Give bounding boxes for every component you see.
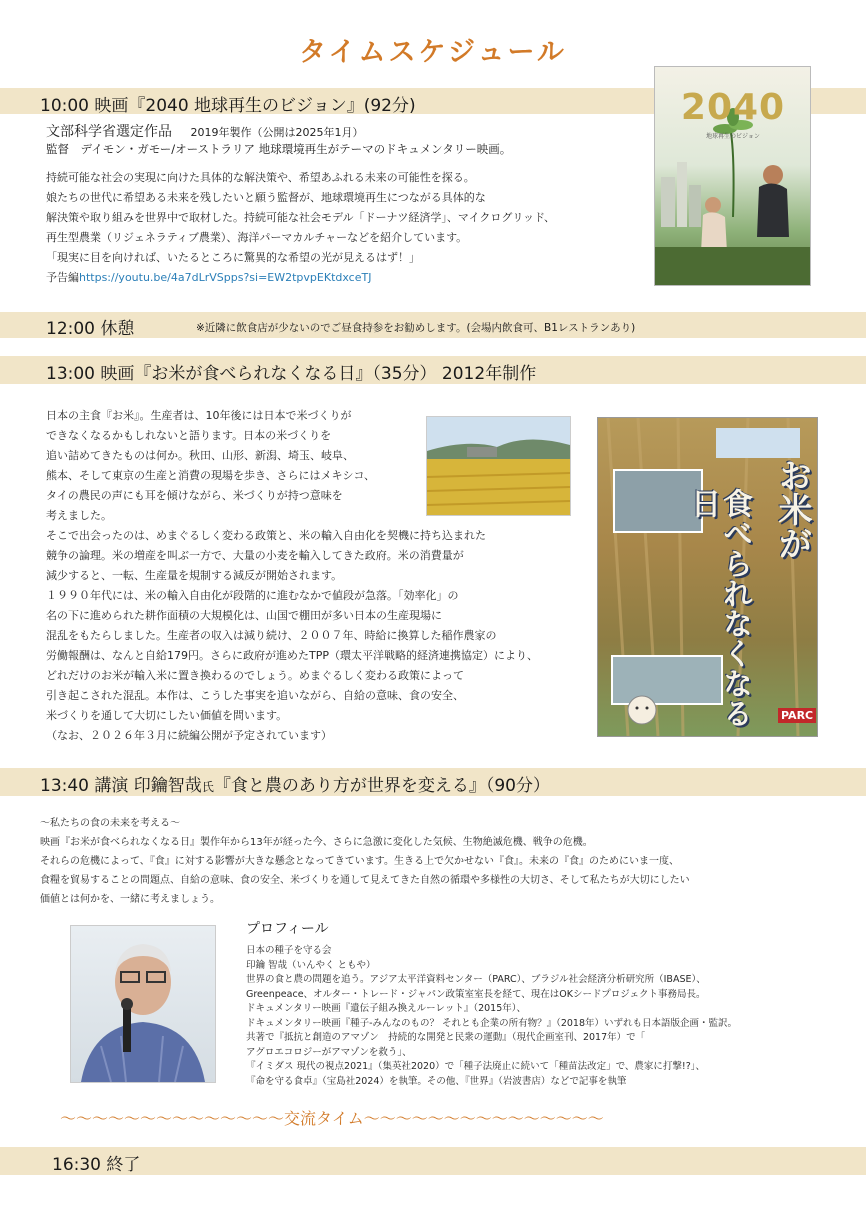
desc-line: 価値とは何かを、一緒に考えましょう。	[40, 894, 220, 905]
end-time: 16:30 終了	[52, 1155, 141, 1175]
desc-line: 考えました。	[46, 509, 112, 522]
section1-selected-work	[46, 121, 363, 141]
desc-line: そこで出会ったのは、めまぐるしく変わる政策と、米の輸入自由化を契機に持ち込まれた	[46, 529, 486, 542]
lecture-speaker: 13:40 講演 印鑰智哉	[40, 776, 202, 796]
profile-line: 『命を守る食卓』（宝島社2024）を執筆。その他、『世界』（岩波書店）などで記事を執筆	[246, 1075, 627, 1087]
desc-line: 減少すると、一転、生産量を規制する減反が開始されます。	[46, 569, 343, 582]
desc-line: ～私たちの食の未来を考える～	[40, 818, 180, 829]
desc-line: 持続可能な社会の実現に向けた具体的な解決策や、希望あふれる未来の可能性を探る。	[46, 171, 475, 184]
rice-field-photo	[426, 416, 571, 516]
poster-rice-title-1: お米が	[772, 458, 812, 560]
trailer-link[interactable]: https://youtu.be/4a7dLrVSpps?si=EW2tpvpEKtdxceTJ	[79, 271, 372, 284]
desc-line: 米づくりを通して大切にしたい価値を問います。	[46, 709, 288, 722]
desc-line: 追い詰めてきたものは何か。秋田、山形、新潟、埼玉、岐阜、	[46, 449, 354, 462]
desc-line: 再生型農業（リジェネラティブ農業）、海洋パーマカルチャーなどを紹介しています。	[46, 231, 468, 244]
profile-line: 世界の食と農の問題を追う。アジア太平洋資料センター（PARC）、ブラジル社会経済分析研究所（IBASE）、	[246, 974, 706, 985]
speaker-illustration	[71, 926, 215, 1082]
desc-line: どれだけのお米が輸入米に置き換わるのでしょう。めまぐるしく変わる政策によって	[46, 669, 464, 682]
profile-line: 『イミダス 現代の視点2021』（集英社2020）で「種子法廃止に続いて「種苗法改定」で、農家に打撃!?」、	[246, 1061, 706, 1072]
section1-description	[46, 168, 555, 288]
profile-text	[246, 944, 737, 1089]
honorific: 氏	[201, 780, 214, 794]
desc-line: 競争の論理。米の増産を叫ぶ一方で、大量の小麦を輸入してきた政府。米の消費量が	[46, 549, 464, 562]
break-time: 12:00 休憩	[46, 319, 135, 339]
desc-line: タイの農民の声にも耳を傾けながら、米づくりが持つ意味を	[46, 489, 343, 502]
page-title: タイムスケジュール	[299, 37, 567, 68]
desc-line: 労働報酬は、なんと自給179円。さらに政府が進めたTPP（環太平洋戦略的経済連携協定）により、	[46, 649, 538, 662]
tilde-right: ～～～～～～～～～～～～～～～	[363, 1109, 604, 1128]
rice-field-illustration	[427, 417, 570, 515]
poster-2040	[654, 66, 811, 286]
desc-line: 日本の主食『お米』。生産者は、10年後には日本で米づくりが	[46, 409, 352, 422]
exchange-time	[60, 1106, 604, 1129]
section4-description	[40, 814, 690, 909]
profile-line: 共著で『抵抗と創造のアマゾン 持続的な開発と民衆の運動』（現代企画室刊、2017年）で「	[246, 1032, 646, 1043]
poster-rice	[597, 417, 818, 737]
desc-line: （なお、２０２６年３月に続編公開が予定されています）	[46, 729, 332, 742]
desc-line: 解決策や取り組みを世界中で取材した。持続可能な社会モデル「ドーナツ経済学」、マイクログリッド、	[46, 211, 555, 224]
profile-line: Greenpeace、オルター・トレード・ジャパン政策室室長を経て、現在はOKシードプロジェクト事務局長。	[246, 988, 706, 1000]
poster-rice-title-2: 食べられなくなる日	[685, 488, 752, 728]
profile-line: ドキュメンタリー映画『種子-みんなのもの？ それとも企業の所有物？』（2018年）いずれも日本語版企画・監訳。	[246, 1017, 737, 1029]
desc-line: １９９０年代には、米の輸入自由化が段階的に進むなかで値段が急落。「効率化」の	[46, 589, 459, 602]
section1-director: 監督 デイモン・ガモー/オーストラリア 地球環境再生がテーマのドキュメンタリー映画。	[46, 142, 512, 156]
desc-line: できなくなるかもしれないと語ります。日本の米づくりを	[46, 429, 332, 442]
desc-line: 熊本、そして東京の生産と消費の現場を歩き、さらにはメキシコ、	[46, 469, 376, 482]
lecture-title: 『食と農のあり方が世界を変える』（90分）	[213, 776, 550, 796]
section3-header: 13:00 映画『お米が食べられなくなる日』（35分） 2012年制作	[46, 364, 537, 384]
desc-line: 娘たちの世代に希望ある未来を残したいと願う監督が、地球環境再生につながる具体的な	[46, 191, 486, 204]
profile-line: アグロエコロジーがアマゾンを救う」、	[246, 1046, 412, 1058]
trailer-label: 予告編	[46, 271, 79, 284]
poster-2040-subtitle: 地球再生のビジョン	[706, 133, 760, 140]
profile-title: プロフィール	[246, 921, 329, 937]
desc-line: 名の下に進められた耕作面積の大規模化は、山国で棚田が多い日本の生産現場に	[46, 609, 442, 622]
selected-work-label: 文部科学省選定作品	[46, 124, 172, 140]
desc-line: 「現実に目を向ければ、いたるところに驚異的な希望の光が見えるはず！」	[46, 251, 420, 264]
desc-line: 映画『お米が食べられなくなる日』製作年から13年が経った今、さらに急激に変化した気候、生物絶滅危機、戦争の危機。	[40, 837, 593, 848]
profile-line: 印鑰 智哉（いんやく ともや）	[246, 959, 376, 971]
profile-line: 日本の種子を守る会	[246, 945, 332, 956]
desc-line: 引き起こされた混乱。本作は、こうした事実を追いながら、自給の意味、食の安全、	[46, 689, 464, 702]
desc-line: 混乱をもたらしました。生産者の収入は減り続け、２００７年、時給に換算した稲作農家の	[46, 629, 497, 642]
desc-line: それらの危機によって、『食』に対する影響が大きな懸念となってきています。生きる上で欠かせない『食』。未来の『食』のためにいま一度、	[40, 856, 679, 867]
parc-logo: PARC	[778, 708, 816, 723]
exchange-label: 交流タイム	[284, 1109, 364, 1128]
tilde-left: ～～～～～～～～～～～～～～	[60, 1109, 285, 1128]
poster-2040-title: 2040	[680, 87, 786, 128]
section4-header	[40, 771, 550, 796]
speaker-photo	[70, 925, 216, 1083]
desc-line: 食糧を貿易することの問題点、自給の意味、食の安全、米づくりを通して見えてきた自然の循環や多様性の大切さ、そして私たちが大切にしたい	[40, 875, 690, 886]
profile-line: ドキュメンタリー映画『遺伝子組み換えルーレット』（2015年）、	[246, 1003, 527, 1014]
break-note: ※近隣に飲食店が少ないのでご昼食持参をお勧めします。(会場内飲食可、B1レストランあり)	[196, 322, 636, 334]
section1-header: 10:00 映画『2040 地球再生のビジョン』(92分)	[40, 96, 416, 116]
production-year: 2019年製作（公開は2025年1月）	[190, 126, 364, 139]
